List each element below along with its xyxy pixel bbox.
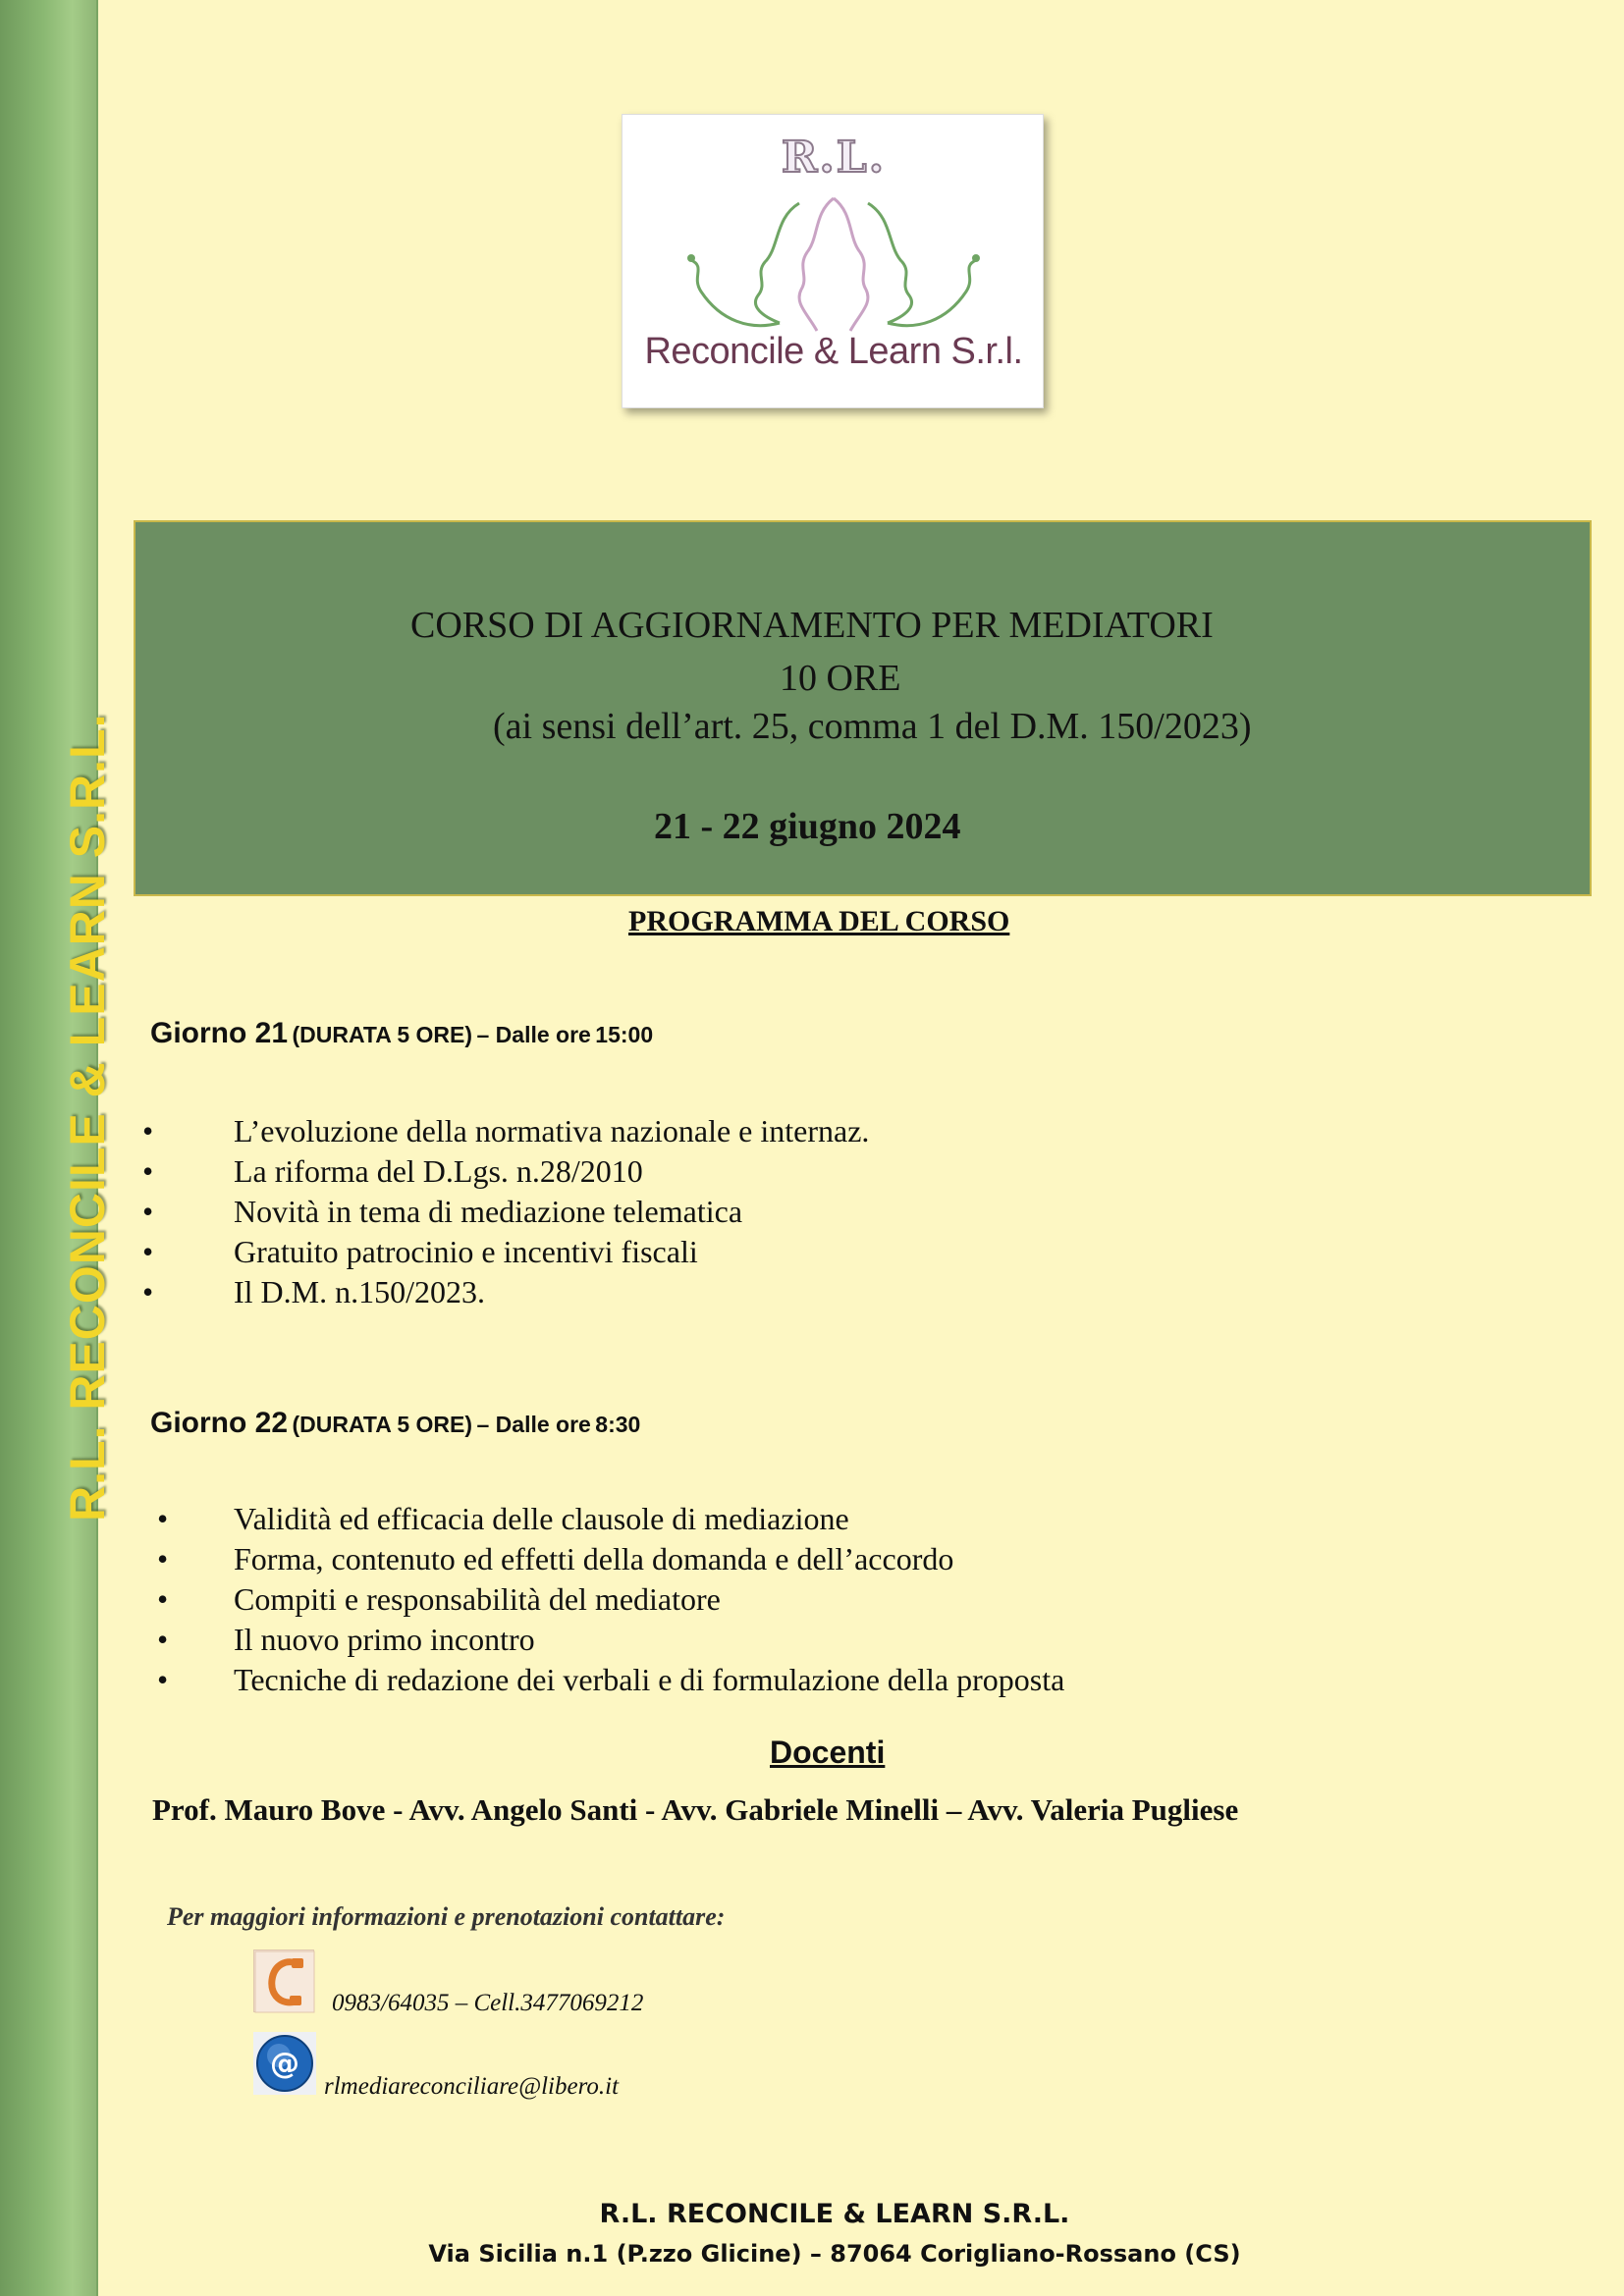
topic-text: Gratuito patrocinio e incentivi fiscali	[234, 1234, 698, 1269]
list-item	[142, 1111, 869, 1151]
day1-heading	[150, 1017, 653, 1050]
topic-text: Validità ed efficacia delle clausole di mediazione	[234, 1501, 849, 1536]
bullet-icon: •	[142, 1274, 154, 1309]
contact-intro: Per maggiori informazioni e prenotazioni contattare:	[167, 1902, 726, 1931]
bullet-icon: •	[157, 1622, 169, 1657]
day2-label: Giorno 22	[150, 1407, 289, 1439]
day1-duration: (DURATA 5 ORE)	[292, 1022, 473, 1047]
list-item	[142, 1192, 869, 1232]
list-item	[142, 1151, 869, 1192]
list-item	[142, 1232, 869, 1272]
sidebar-company-name: R.L. RECONCILE & LEARN S.R.L.	[60, 713, 115, 1522]
logo-faces-icon	[681, 193, 986, 341]
day1-topic-list	[142, 1111, 869, 1312]
topic-text: Tecniche di redazione dei verbali e di formulazione della proposta	[234, 1662, 1065, 1697]
phone-icon	[253, 1949, 314, 2012]
bullet-icon: •	[157, 1581, 169, 1617]
day1-time-label: – Dalle ore	[476, 1022, 591, 1047]
list-item	[157, 1499, 1064, 1539]
bullet-icon: •	[142, 1153, 154, 1189]
topic-text: Il nuovo primo incontro	[234, 1622, 535, 1657]
day2-topic-list	[157, 1499, 1064, 1700]
logo-caption: Reconcile & Learn S.r.l.	[644, 331, 1023, 372]
topic-text: Il D.M. n.150/2023.	[234, 1274, 485, 1309]
svg-text:@: @	[270, 2047, 299, 2081]
topic-text: L’evoluzione della normativa nazionale e internaz.	[234, 1113, 870, 1148]
bullet-icon: •	[142, 1113, 154, 1148]
company-logo	[622, 114, 1044, 408]
day2-heading	[150, 1407, 640, 1440]
footer-address: Via Sicilia n.1 (P.zzo Glicine) – 87064 Corigliano-Rossano (CS)	[428, 2240, 1241, 2268]
email-icon	[253, 2032, 316, 2095]
topic-text: Compiti e responsabilità del mediatore	[234, 1581, 721, 1617]
topic-text: La riforma del D.Lgs. n.28/2010	[234, 1153, 643, 1189]
phone-number[interactable]: 0983/64035 – Cell.3477069212	[332, 1990, 644, 2016]
day2-duration: (DURATA 5 ORE)	[292, 1412, 473, 1437]
course-hours: 10 ORE	[780, 658, 901, 699]
sidebar-band	[0, 0, 115, 2296]
bullet-icon: •	[142, 1194, 154, 1229]
email-address[interactable]: rlmediareconciliare@libero.it	[324, 2073, 620, 2100]
bullet-icon: •	[157, 1662, 169, 1697]
list-item	[142, 1272, 869, 1312]
list-item	[157, 1660, 1064, 1700]
course-title: CORSO DI AGGIORNAMENTO PER MEDIATORI	[410, 605, 1214, 646]
bullet-icon: •	[157, 1501, 169, 1536]
course-banner	[134, 520, 1592, 896]
topic-text: Forma, contenuto ed effetti della domanda e dell’accordo	[234, 1541, 954, 1576]
topic-text: Novità in tema di mediazione telematica	[234, 1194, 743, 1229]
bullet-icon: •	[157, 1541, 169, 1576]
footer-company-name: R.L. RECONCILE & LEARN S.R.L.	[599, 2199, 1070, 2229]
logo-letters: R.L.	[781, 133, 887, 183]
day1-start-time: 15:00	[595, 1022, 654, 1047]
course-dates: 21 - 22 giugno 2024	[654, 806, 961, 847]
program-title: PROGRAMMA DEL CORSO	[628, 905, 1010, 937]
day2-start-time: 8:30	[595, 1412, 641, 1437]
list-item	[157, 1579, 1064, 1620]
bullet-icon: •	[142, 1234, 154, 1269]
day1-label: Giorno 21	[150, 1017, 289, 1049]
docenti-title: Docenti	[770, 1735, 886, 1770]
list-item	[157, 1539, 1064, 1579]
day2-time-label: – Dalle ore	[476, 1412, 591, 1437]
docenti-names: Prof. Mauro Bove - Avv. Angelo Santi - Avv. Gabriele Minelli – Avv. Valeria Pugliese	[152, 1792, 1239, 1827]
list-item	[157, 1620, 1064, 1660]
course-legal-reference: (ai sensi dell’art. 25, comma 1 del D.M. 150/2023)	[493, 706, 1252, 747]
